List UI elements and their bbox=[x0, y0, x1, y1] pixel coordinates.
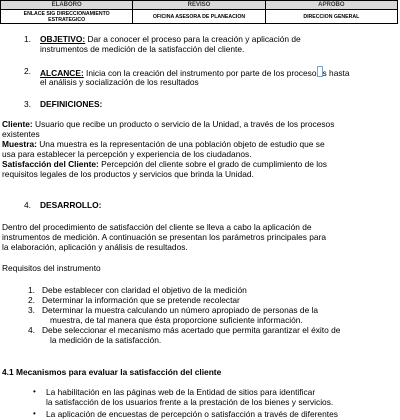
req-3-number: 3. bbox=[28, 305, 35, 315]
alcance-line-1: ALCANCE: Inicia con la creación del instrumento por parte de los proceso s hasta bbox=[40, 68, 350, 78]
aprobo-header: APROBÓ bbox=[265, 1, 397, 10]
elaboro-value: ENLACE SIG DIRECCIONAMIENTO ESTRATEGICO bbox=[1, 10, 133, 24]
def-muestra-line-2: usa para establecer la percepción y experiencia de los ciudadanos. bbox=[2, 149, 252, 159]
def-muestra-line-1: Muestra: Una muestra es la representación de una población objeto de estudio que se bbox=[2, 139, 325, 149]
def-cliente-line-2: existentes bbox=[2, 129, 40, 139]
subsection-4-1-title: 4.1 Mecanismos para evaluar la satisfacción del cliente bbox=[2, 367, 222, 377]
req-2-text: Determinar la información que se pretende recolectar bbox=[42, 295, 240, 305]
mecanismo-1-line-2: la satisfacción de los usuarios frente a la prestación de los bienes y servicios. bbox=[46, 397, 334, 407]
req-3-line-1: Determinar la muestra calculando un número apropiado de personas de la bbox=[42, 305, 319, 315]
definiciones-heading: DEFINICIONES: bbox=[40, 99, 103, 109]
aprobo-value: DIRECCION GENERAL bbox=[265, 10, 397, 24]
objetivo-line-2: instrumentos de medición de la satisfacción del cliente. bbox=[40, 44, 245, 54]
reviso-value: OFICINA ASESORA DE PLANEACION bbox=[133, 10, 265, 24]
alcance-label: ALCANCE: bbox=[40, 68, 84, 78]
desarrollo-heading: DESARROLLO: bbox=[40, 200, 102, 210]
desarrollo-para-line-3: la elaboración, aplicación y análisis de resultados. bbox=[2, 242, 188, 252]
mecanismo-2-line-1: La aplicación de encuestas de percepción o satisfacción a través de diferentes bbox=[46, 409, 338, 419]
def-satisfaccion-line-2: requisitos legales de los productos y servicios que brinda la Unidad. bbox=[2, 169, 254, 179]
desarrollo-para-line-1: Dentro del procedimiento de satisfacción del cliente se lleva a cabo la aplicación de bbox=[2, 222, 312, 232]
def-satisfaccion-line-1: Satisfacción del Cliente: Percepción del cliente sobre el grado de cumplimiento de los bbox=[2, 159, 327, 169]
req-4-number: 4. bbox=[28, 325, 35, 335]
bullet-icon: • bbox=[33, 409, 36, 418]
alcance-number: 2. bbox=[24, 66, 31, 76]
definiciones-number: 3. bbox=[24, 99, 31, 109]
def-cliente-line-1: Cliente: Usuario que recibe un producto o servicio de la Unidad, a través de los procesos bbox=[2, 119, 335, 129]
bullet-icon: • bbox=[33, 387, 36, 396]
alcance-line-2: el análisis y socialización de los resultados bbox=[40, 77, 199, 87]
req-4-line-2: la medición de la satisfacción. bbox=[50, 335, 162, 345]
desarrollo-number: 4. bbox=[24, 200, 31, 210]
req-4-line-1: Debe seleccionar el mecanismo más acertado que permita garantizar el éxito de bbox=[42, 325, 341, 335]
approval-table bbox=[0, 0, 398, 24]
reviso-header: REVISÓ bbox=[133, 1, 265, 10]
req-2-number: 2. bbox=[28, 295, 35, 305]
objetivo-number: 1. bbox=[24, 34, 31, 44]
objetivo-label: OBJETIVO: bbox=[40, 34, 86, 44]
mecanismo-1-line-1: La habilitación en las páginas web de la Entidad de sitios para identificar bbox=[46, 387, 316, 397]
requisitos-title: Requisitos del instrumento bbox=[2, 263, 101, 273]
elaboro-header: ELABORÓ bbox=[1, 1, 133, 10]
desarrollo-para-line-2: instrumentos de medición. A continuación se presentan los parámetros principales para bbox=[2, 232, 327, 242]
req-1-number: 1. bbox=[28, 285, 35, 295]
req-1-text: Debe establecer con claridad el objetivo de la medición bbox=[42, 285, 247, 295]
req-3-line-2: muestra, de tal manera que ésta proporcione suficiente información. bbox=[50, 315, 303, 325]
objetivo-line-1: OBJETIVO: Dar a conocer el proceso para la creación y aplicación de bbox=[40, 34, 301, 44]
